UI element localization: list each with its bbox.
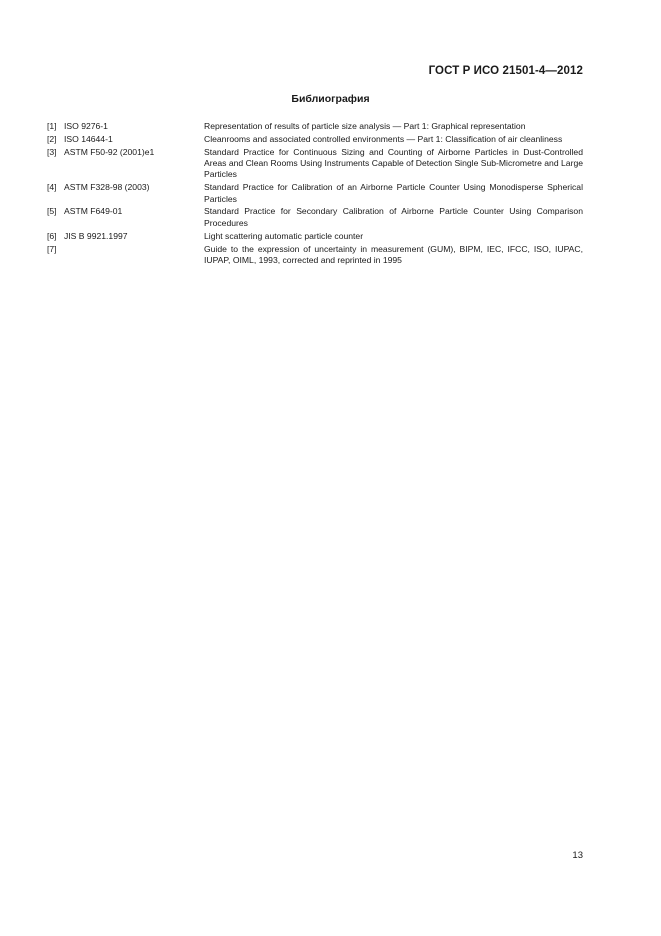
- bibliography-list: [47, 121, 583, 268]
- page-number: 13: [572, 850, 583, 861]
- section-title: Библиография: [291, 93, 370, 105]
- entry-number: [3]: [47, 146, 57, 157]
- bibliography-entry: [47, 244, 583, 267]
- entry-number: [7]: [47, 243, 57, 254]
- bibliography-entry: [47, 147, 583, 181]
- entry-number: [1]: [47, 121, 57, 131]
- bibliography-entry: [47, 182, 583, 205]
- entry-number: [2]: [47, 133, 57, 144]
- entry-title: Standard Practice for Continuous Sizing and Counting of Airborne Particles in Dust-Controlled Areas and Clean Rooms Using Instruments Capable of Detection Single Sub-Micrometre and Large Particles: [204, 146, 583, 180]
- entry-title: Cleanrooms and associated controlled environments — Part 1: Classification of air cleanliness: [204, 133, 563, 144]
- entry-number: [4]: [47, 182, 57, 193]
- entry-title: Representation of results of particle size analysis — Part 1: Graphical representation: [204, 121, 526, 131]
- standard-code: ГОСТ Р ИСО 21501-4—2012: [428, 65, 583, 77]
- bibliography-entry: [47, 134, 583, 145]
- entry-reference: ASTM F649-01: [64, 206, 123, 217]
- entry-number: [6]: [47, 230, 57, 241]
- entry-reference: ISO 9276-1: [64, 121, 108, 131]
- bibliography-entry: [47, 121, 583, 132]
- entry-reference: ASTM F328-98 (2003): [64, 182, 150, 193]
- entry-reference: ISO 14644-1: [64, 133, 113, 144]
- entry-reference: JIS B 9921.1997: [64, 230, 128, 241]
- entry-title: Guide to the expression of uncertainty in measurement (GUM), BIPM, IEC, IFCC, ISO, IUPAC, IUPAP, OIML, 1993, corrected and reprinted in 1995: [204, 243, 583, 265]
- entry-title: Light scattering automatic particle counter: [204, 230, 364, 241]
- bibliography-entry: [47, 206, 583, 229]
- entry-title: Standard Practice for Calibration of an Airborne Particle Counter Using Monodisperse Spherical Particles: [204, 182, 583, 204]
- bibliography-entry: [47, 231, 583, 242]
- entry-title: Standard Practice for Secondary Calibration of Airborne Particle Counter Using Comparison Procedures: [204, 206, 583, 228]
- entry-reference: ASTM F50-92 (2001)e1: [64, 146, 155, 157]
- entry-number: [5]: [47, 206, 57, 217]
